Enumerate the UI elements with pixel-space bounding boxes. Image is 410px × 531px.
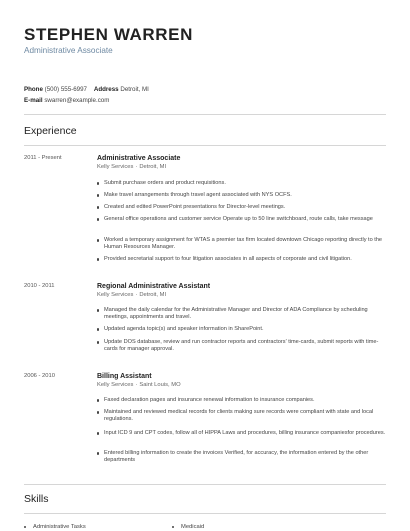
list-item: Updated agenda topic(s) and speaker information in SharePoint. <box>97 326 264 333</box>
list-item: Provided secretarial support to four litigation associates in all aspects of corporate and civil litigation. <box>97 256 352 263</box>
job-dates: 2006 - 2010 <box>24 373 55 379</box>
candidate-role: Administrative Associate <box>24 46 113 55</box>
list-item: Update DOS database, review and run contractor reports and contractors' time-cards, submit reports with time-cards for manager approval. <box>97 339 387 352</box>
job-company-location: Kelly Services · Saint Louis, MO <box>97 382 181 388</box>
job-location: Saint Louis, MO <box>139 382 181 388</box>
address-label: Address <box>93 86 119 93</box>
job-company-location: Kelly Services · Detroit, MI <box>97 164 167 170</box>
list-item: Make travel arrangements through travel agent associated with NYS OCFS. <box>97 192 292 199</box>
list-item: General office operations and customer service Operate up to 50 line switchboard, route calls, take message <box>97 216 373 223</box>
job-location: Detroit, MI <box>139 164 167 170</box>
job-title: Billing Assistant <box>97 373 152 380</box>
job-company: Kelly Services <box>97 164 134 170</box>
list-item: Entered billing information to create the invoices Verified, for accuracy, the information entered by the other departments <box>97 450 387 463</box>
experience-heading: Experience <box>24 125 77 137</box>
skill-item: Medicaid <box>172 523 204 531</box>
phone-label: Phone <box>24 86 43 93</box>
email-label: E-mail <box>24 97 43 104</box>
candidate-name: STEPHEN WARREN <box>24 25 193 44</box>
list-item: Managed the daily calendar for the Administrative Manager and Director of ADA Compliance by scheduling meetings, appointments and travel. <box>97 307 387 320</box>
divider <box>24 484 386 485</box>
phone-value: (500) 555-6997 <box>44 86 87 93</box>
job-company-location: Kelly Services · Detroit, MI <box>97 292 167 298</box>
divider <box>24 114 386 115</box>
list-item: Input ICD 9 and CPT codes, follow all of HIPPA Laws and procedures, billing insurance companiesfor procedures. <box>97 430 385 437</box>
job-location: Detroit, MI <box>139 292 167 298</box>
address-value: Detroit, MI <box>120 86 149 93</box>
divider <box>24 513 386 514</box>
list-item: Maintained and reviewed medical records for clients making sure records were compliant with state and local regulations. <box>97 409 387 422</box>
email-value: swarren@example.com <box>44 97 110 104</box>
list-item: Created and edited PowerPoint presentations for Director-level meetings. <box>97 204 285 211</box>
job-company: Kelly Services <box>97 292 134 298</box>
list-item: Worked a temporary assignment for WTAS a premier tax firm located downtown Chicago reporting directly to the Human Resources Manager. <box>97 237 387 250</box>
job-company: Kelly Services <box>97 382 134 388</box>
list-item: Faxed declaration pages and insurance renewal information to insurance companies. <box>97 397 315 404</box>
list-item: Submit purchase orders and product requisitions. <box>97 180 226 187</box>
job-dates: 2011 - Present <box>24 155 62 161</box>
job-dates: 2010 - 2011 <box>24 283 55 289</box>
skill-item: Administrative Tasks <box>24 523 86 531</box>
skills-heading: Skills <box>24 493 49 505</box>
contact-phone-address <box>24 86 149 94</box>
divider <box>24 145 386 146</box>
job-title: Administrative Associate <box>97 155 181 162</box>
job-title: Regional Administrative Assistant <box>97 283 211 290</box>
contact-email <box>24 97 109 105</box>
